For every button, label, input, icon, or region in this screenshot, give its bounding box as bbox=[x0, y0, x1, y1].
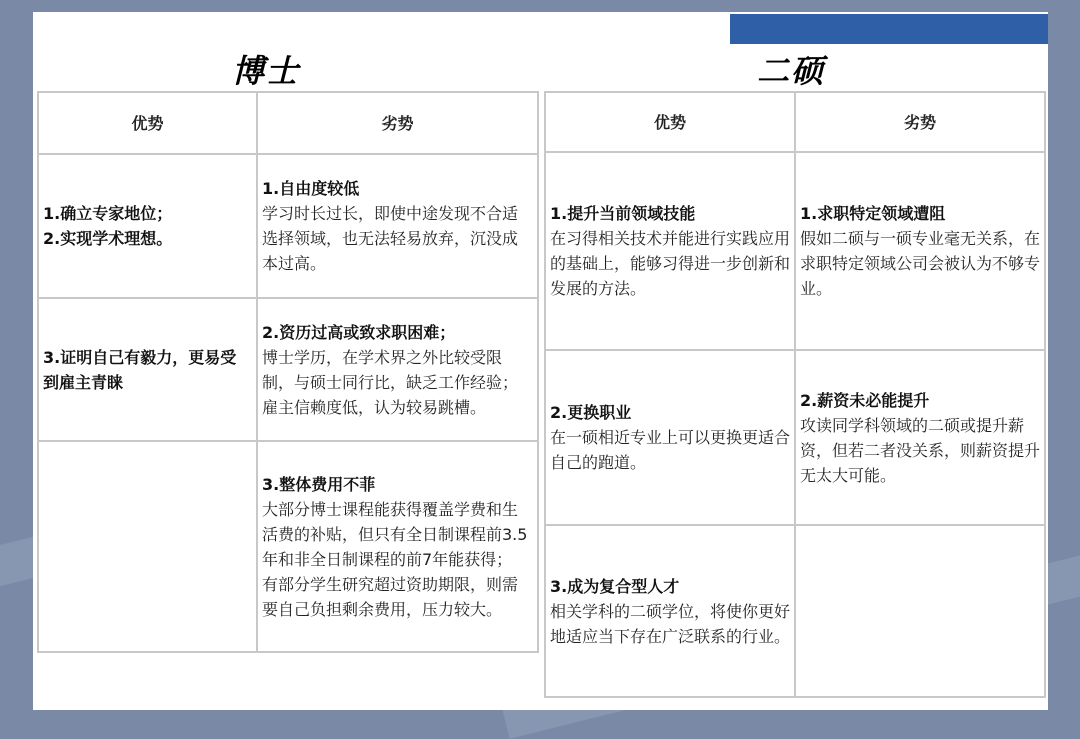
sm-adv-cell bbox=[545, 152, 795, 350]
phd-dis-heading: 3.整体费用不菲 bbox=[262, 474, 376, 494]
sm-adv-header: 优势 bbox=[545, 92, 795, 152]
sm-dis-heading: 2.薪资未必能提升 bbox=[800, 390, 930, 410]
sm-adv-text: 相关学科的二硕学位，将使你更好地适应当下存在广泛联系的行业。 bbox=[550, 601, 791, 646]
phd-dis-text: 博士学历，在学术界之外比较受限制，与硕士同行比，缺乏工作经验； 雇主信赖度低，认为较易跳槽。 bbox=[262, 347, 519, 417]
phd-adv-text: 3.证明自己有毅力，更易受到雇主青睐 bbox=[43, 347, 237, 392]
phd-adv-cell bbox=[38, 298, 257, 441]
phd-title: 博士 bbox=[232, 52, 301, 90]
phd-dis-cell bbox=[257, 441, 538, 652]
phd-dis-heading: 2.资历过高或致求职困难； bbox=[262, 322, 456, 342]
phd-dis-cell bbox=[257, 298, 538, 441]
phd-adv-cell bbox=[38, 441, 257, 652]
sm-dis-text: 攻读同学科领域的二硕或提升薪资，但若二者没关系，则薪资提升无太大可能。 bbox=[800, 415, 1041, 485]
second-master-title: 二硕 bbox=[757, 52, 826, 90]
phd-dis-cell bbox=[257, 154, 538, 298]
phd-adv-header: 优势 bbox=[38, 92, 257, 154]
sm-adv-cell bbox=[545, 525, 795, 697]
sm-dis-cell bbox=[795, 350, 1045, 525]
sm-adv-text: 在习得相关技术并能进行实践应用的基础上，能够习得进一步创新和发展的方法。 bbox=[550, 229, 791, 298]
sm-adv-text: 在一硕相近专业上可以更换更适合自己的跑道。 bbox=[550, 428, 791, 472]
sm-adv-cell bbox=[545, 350, 795, 525]
sm-dis-heading: 1.求职特定领域遭阻 bbox=[800, 204, 946, 223]
second-master-table bbox=[544, 91, 1046, 698]
phd-adv-cell bbox=[38, 154, 257, 298]
sm-dis-cell bbox=[795, 525, 1045, 697]
sm-dis-header: 劣势 bbox=[795, 92, 1045, 152]
phd-dis-header: 劣势 bbox=[257, 92, 538, 154]
sm-adv-heading: 2.更换职业 bbox=[550, 403, 632, 422]
phd-dis-text: 大部分博士课程能获得覆盖学费和生活费的补贴，但只有全日制课程前3.5年和非全日制课程的前7年能获得； 有部分学生研究超过资助期限，则需要自己负担剩余费用，压力较大。 bbox=[262, 499, 528, 619]
accent-bar bbox=[730, 14, 1048, 44]
phd-adv-text: 1.确立专家地位； 2.实现学术理想。 bbox=[43, 204, 173, 248]
sm-adv-heading: 1.提升当前领域技能 bbox=[550, 204, 696, 223]
sm-adv-heading: 3.成为复合型人才 bbox=[550, 576, 680, 596]
phd-table bbox=[37, 91, 539, 653]
phd-dis-heading: 1.自由度较低 bbox=[262, 179, 360, 198]
sm-dis-cell bbox=[795, 152, 1045, 350]
phd-dis-text: 学习时长过长，即使中途发现不合适选择领域，也无法轻易放弃，沉没成本过高。 bbox=[262, 204, 519, 273]
sm-dis-text: 假如二硕与一硕专业毫无关系，在求职特定领域公司会被认为不够专业。 bbox=[800, 229, 1041, 298]
